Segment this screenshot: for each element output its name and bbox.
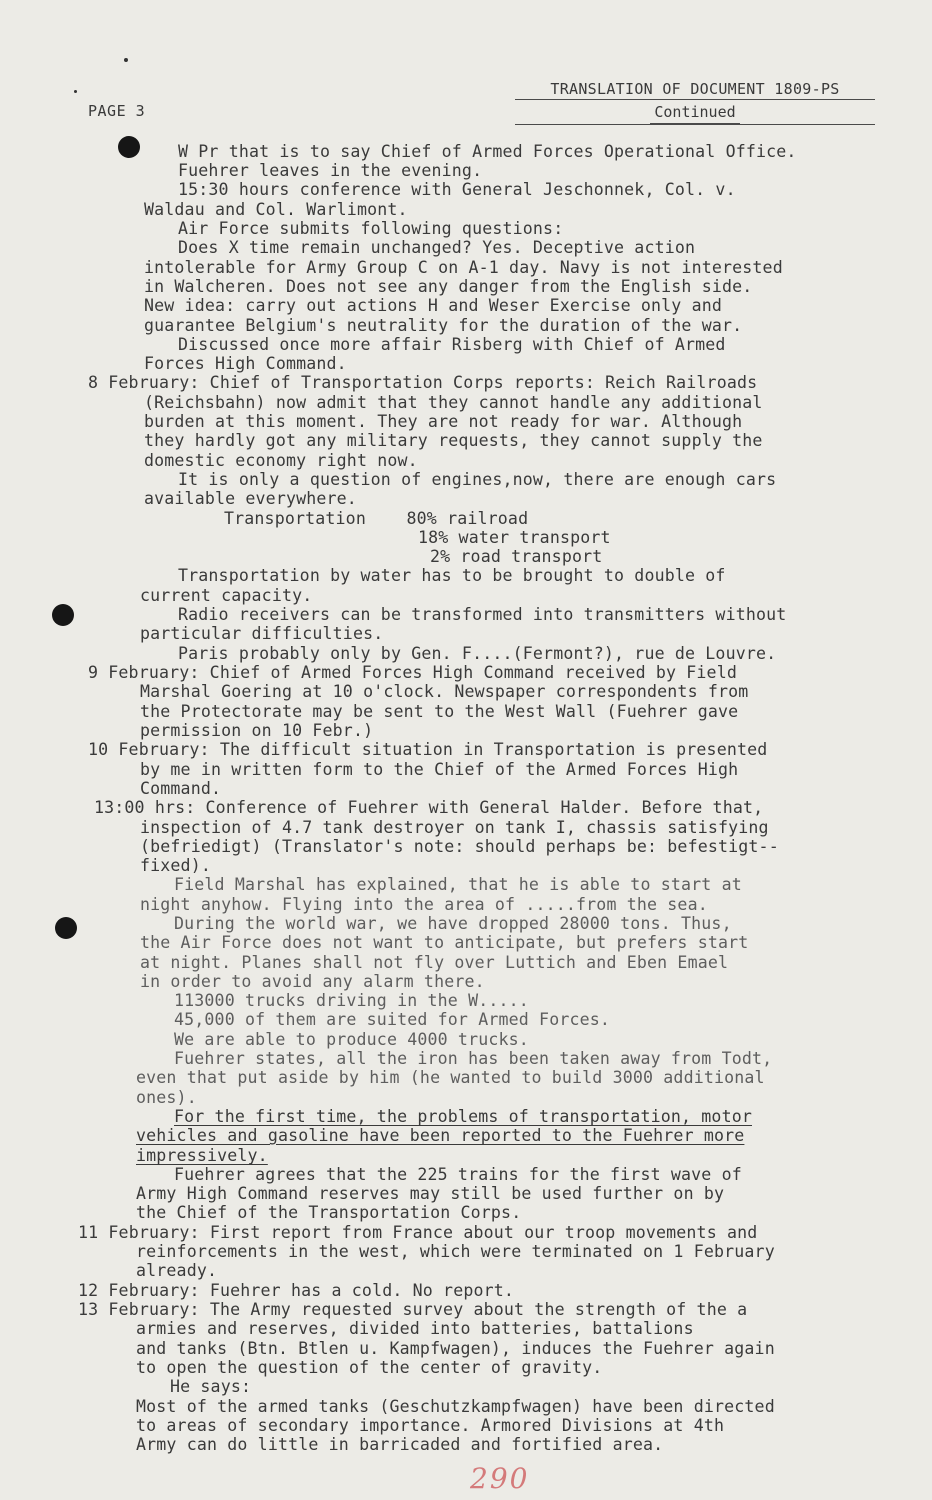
text-line: to open the question of the center of gravity. bbox=[136, 1358, 603, 1377]
text-line: Radio receivers can be transformed into transmitters without bbox=[178, 605, 787, 624]
text-line: permission on 10 Febr.) bbox=[140, 721, 374, 740]
text-line: the Chief of the Transportation Corps. bbox=[136, 1203, 522, 1222]
text-line: ones). bbox=[136, 1088, 197, 1107]
diary-entry-8-february: 8 February: Chief of Transportation Corps reports: Reich Railroads bbox=[88, 373, 758, 392]
text-line: Most of the armed tanks (Geschutzkampfwagen) have been directed bbox=[136, 1397, 775, 1416]
text-line: they hardly got any military requests, they cannot supply the bbox=[144, 431, 763, 450]
text-line: guarantee Belgium's neutrality for the duration of the war. bbox=[144, 316, 743, 335]
text-line: inspection of 4.7 tank destroyer on tank I, chassis satisfying bbox=[140, 818, 769, 837]
text-line: the Protectorate may be sent to the West Wall (Fuehrer gave bbox=[140, 702, 739, 721]
text-line: W Pr that is to say Chief of Armed Forces Operational Office. bbox=[178, 142, 797, 161]
document-title: TRANSLATION OF DOCUMENT 1809-PS bbox=[515, 80, 875, 100]
text-line: Forces High Command. bbox=[144, 354, 347, 373]
text-line: fixed). bbox=[140, 856, 211, 875]
text-line: Transportation by water has to be brought to double of bbox=[178, 566, 726, 585]
text-line: already. bbox=[136, 1261, 218, 1280]
text-line: Marshal Goering at 10 o'clock. Newspaper correspondents from bbox=[140, 682, 749, 701]
text-line: We are able to produce 4000 trucks. bbox=[174, 1030, 529, 1049]
text-line: 113000 trucks driving in the W..... bbox=[174, 991, 529, 1010]
text-line: in Walcheren. Does not see any danger from the English side. bbox=[144, 277, 753, 296]
transport-split-row: 18% water transport bbox=[418, 528, 611, 547]
text-line: available everywhere. bbox=[144, 489, 357, 508]
page-label: PAGE 3 bbox=[88, 102, 146, 120]
text-line: night anyhow. Flying into the area of .....from the sea. bbox=[140, 895, 708, 914]
text-line: 13:00 hrs: Conference of Fuehrer with General Halder. Before that, bbox=[94, 798, 764, 817]
header-rule bbox=[515, 124, 875, 125]
punch-hole bbox=[55, 917, 77, 939]
text-line: reinforcements in the west, which were terminated on 1 February bbox=[136, 1242, 775, 1261]
text-line: 15:30 hours conference with General Jeschonnek, Col. v. bbox=[178, 180, 736, 199]
punch-hole bbox=[52, 604, 74, 626]
diary-entry-12-february: 12 February: Fuehrer has a cold. No report. bbox=[78, 1281, 515, 1300]
diary-entry-9-february: 9 February: Chief of Armed Forces High Command received by Field bbox=[88, 663, 737, 682]
text-line: During the world war, we have dropped 28000 tons. Thus, bbox=[174, 914, 732, 933]
diary-entry-13-february: 13 February: The Army requested survey about the strength of the a bbox=[78, 1300, 748, 1319]
text-line: Army High Command reserves may still be used further on by bbox=[136, 1184, 725, 1203]
transport-split-row: 2% road transport bbox=[430, 547, 603, 566]
text-line: Fuehrer leaves in the evening. bbox=[178, 161, 483, 180]
text-line: He says: bbox=[170, 1377, 252, 1396]
handwritten-page-number: 290 bbox=[470, 1462, 530, 1495]
text-line: (Reichsbahn) now admit that they cannot handle any additional bbox=[144, 393, 763, 412]
text-line: particular difficulties. bbox=[140, 624, 384, 643]
text-line: current capacity. bbox=[140, 586, 313, 605]
text-line: Paris probably only by Gen. F....(Fermont?), rue de Louvre. bbox=[178, 644, 777, 663]
text-line: Fuehrer states, all the iron has been taken away from Todt, bbox=[174, 1049, 773, 1068]
ink-speck bbox=[124, 58, 128, 62]
text-line: It is only a question of engines,now, there are enough cars bbox=[178, 470, 777, 489]
text-line: burden at this moment. They are not ready for war. Although bbox=[144, 412, 743, 431]
text-line: at night. Planes shall not fly over Luttich and Eben Emael bbox=[140, 953, 729, 972]
text-line: to areas of secondary importance. Armored Divisions at 4th bbox=[136, 1416, 725, 1435]
text-line: Field Marshal has explained, that he is able to start at bbox=[174, 875, 742, 894]
text-line: even that put aside by him (he wanted to build 3000 additional bbox=[136, 1068, 765, 1087]
diary-entry-11-february: 11 February: First report from France about our troop movements and bbox=[78, 1223, 758, 1242]
text-line: and tanks (Btn. Btlen u. Kampfwagen), induces the Fuehrer again bbox=[136, 1339, 775, 1358]
underlined-text-line: impressively. bbox=[136, 1146, 268, 1165]
text-line: New idea: carry out actions H and Weser Exercise only and bbox=[144, 296, 722, 315]
diary-entry-10-february: 10 February: The difficult situation in Transportation is presented bbox=[88, 740, 768, 759]
underlined-text-line: vehicles and gasoline have been reported to the Fuehrer more bbox=[136, 1126, 745, 1145]
text-line: Command. bbox=[140, 779, 222, 798]
text-line: (befriedigt) (Translator's note: should perhaps be: befestigt-- bbox=[140, 837, 779, 856]
punch-hole bbox=[118, 136, 140, 158]
document-header bbox=[515, 80, 875, 125]
text-line: by me in written form to the Chief of the Armed Forces High bbox=[140, 760, 739, 779]
text-line: the Air Force does not want to anticipate, but prefers start bbox=[140, 933, 749, 952]
continued-label: Continued bbox=[650, 103, 739, 124]
text-line: Fuehrer agrees that the 225 trains for the first wave of bbox=[174, 1165, 742, 1184]
text-line: in order to avoid any alarm there. bbox=[140, 972, 485, 991]
text-line: 45,000 of them are suited for Armed Forces. bbox=[174, 1010, 611, 1029]
text-line: Does X time remain unchanged? Yes. Deceptive action bbox=[178, 238, 696, 257]
text-line: Army can do little in barricaded and fortified area. bbox=[136, 1435, 664, 1454]
text-line: armies and reserves, divided into batteries, battalions bbox=[136, 1319, 694, 1338]
ink-speck bbox=[74, 90, 77, 93]
text-line: Discussed once more affair Risberg with Chief of Armed bbox=[178, 335, 726, 354]
text-line: intolerable for Army Group C on A-1 day. Navy is not interested bbox=[144, 258, 783, 277]
underlined-text-line: For the first time, the problems of transportation, motor bbox=[174, 1107, 752, 1126]
text-line: domestic economy right now. bbox=[144, 451, 418, 470]
text-line: Waldau and Col. Warlimont. bbox=[144, 200, 408, 219]
text-line: Air Force submits following questions: bbox=[178, 219, 564, 238]
transport-split-row: Transportation 80% railroad bbox=[224, 509, 529, 528]
